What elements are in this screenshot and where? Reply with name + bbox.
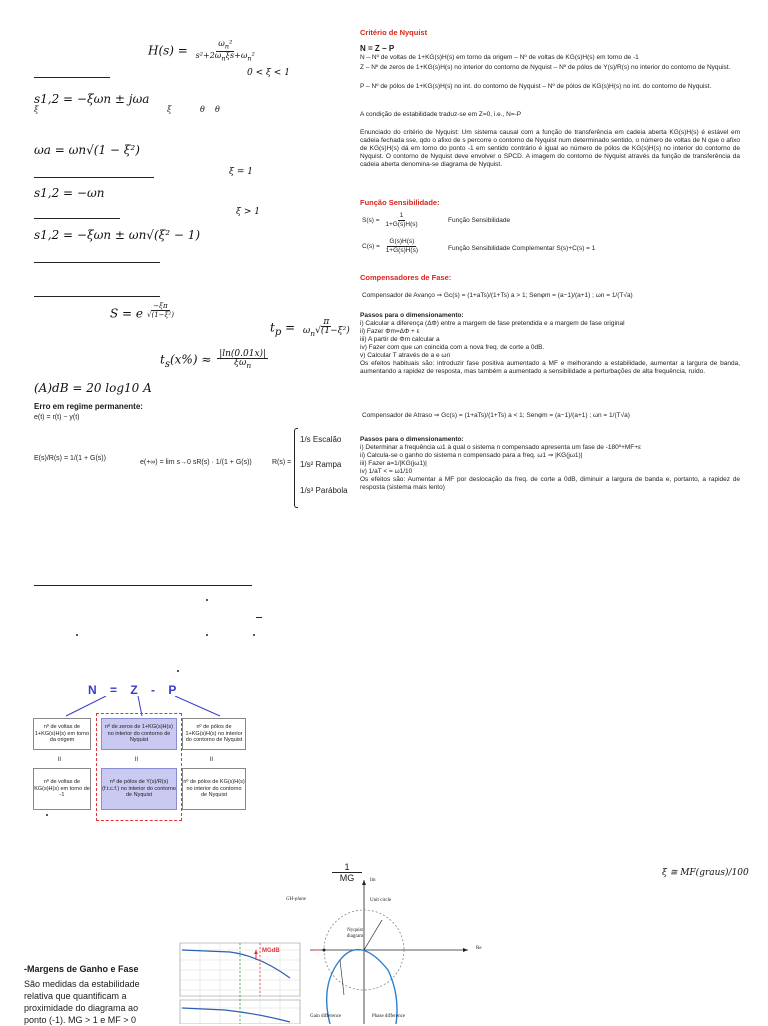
unit-circle-label: Unit circle: [370, 898, 392, 903]
lead-step: iii) A partir de Φm calcular a: [360, 336, 440, 343]
complementary-eq: C(s) = $\frac{G(s)H(s)}{1+G(s)H(s)}$: [362, 238, 419, 254]
blank-rule: [34, 585, 252, 586]
lead-steps-title: Passos para o dimensionamento:: [360, 312, 464, 319]
lead-step: i) Calcular a diferença (ΔΦ) entre a margem de fase pretendida e a margem de fase original: [360, 320, 625, 327]
gh-plane-label: GH-plane: [286, 897, 306, 902]
margins-text: São medidas da estabilidade relativa que quantificam a proximidade do diagrama ao ponto (-1). MG > 1 e MF > 0: [24, 979, 140, 1025]
xi-label-a: ξ: [34, 105, 39, 114]
p-definition: P – Nº de pólos de 1+KG(s)H(s) no int. do contorno de Nyquist – Nº de pólos de KG(s)H(s) no int. do contorno de Nyquist.: [360, 83, 712, 90]
brace: [294, 428, 298, 508]
damped-frequency: ωa = ωn√(1 − ξ²): [34, 143, 140, 157]
margins-title: -Margens de Ganho e Fase: [24, 964, 139, 974]
transfer-function-H: H(s) = $\frac{\omega_n^2}{s^2+2\omega_n\xi s+\omega_n^2}$: [148, 39, 255, 63]
blank-rule: [34, 262, 160, 263]
lag-step: iii) Fazer a=1/|KG(jω1)|: [360, 460, 427, 467]
n-equivalence: ll: [58, 756, 61, 763]
p-bottom-box: nº de pólos de KG(s)H(s) no interior do contorno de Nyquist: [182, 768, 246, 810]
final-error: e(+∞) = lim s→0 sR(s) · 1/(1 + G(s)): [140, 459, 252, 466]
dot: [253, 634, 255, 636]
input-label: R(s) =: [272, 459, 292, 466]
bode-plot: [170, 938, 310, 1024]
gain-difference-label: Gain difference: [310, 1014, 342, 1019]
blank-rule: [34, 177, 154, 178]
lead-effects: Os efeitos habituais são: introduzir fase positiva aumentado a MF e melhorando a estabilidade, aumentar a largura de banda, aumentando a rapidez de resposta, mas também a aumentado a sensibilidade a perturbações de alta frequência, ruído.: [360, 360, 740, 375]
overshoot-formula: S = e $^{\frac{-\xi\pi}{\text{√(1−ξ²)}}}$: [110, 302, 174, 321]
xi-label-b: ξ: [167, 105, 172, 114]
z-equivalence: ll: [135, 756, 138, 763]
nyquist-equation: N = Z − P: [360, 44, 395, 53]
theta-label-b: θ: [215, 105, 220, 114]
parabola-input: 1/s³ Parábola: [300, 486, 348, 495]
gain-margin-label: MGdB: [262, 948, 280, 954]
dot: [76, 634, 78, 636]
nyquist-statement: Enunciado do critério de Nyquist: Um sistema causal com a função de transferência em cadeia aberta KG(s)H(s) é estável em cadeia fechada sse, qdo o afixo de s percorre o contorno de Nyquist num determinado sentido, o número de voltas de N que o afixo de KG(s)H(s) dá em torno do ponto -1 em sentido contrário é igual ao número de pólos de KG(s)H(s) no interior do contorno de Nyquist. O contorno de Nyquist deve envolver o SPCD. A imagem do contorno de Nyquist através da função de transferência da cadeia aberta denomina-se diagrama de Nyquist.: [360, 129, 740, 168]
sensitivity-title: Função Sensibilidade:: [360, 198, 440, 207]
nyquist-title: Critério de Nyquist: [360, 28, 428, 37]
settling-time-formula: $t_s(x\%)$ ≈ $\frac{|\ln(0.01x)|}{\xi\omega_n}$: [160, 349, 267, 370]
dot: [206, 599, 208, 601]
steady-state-error-title: Erro em regime permanente:: [34, 402, 143, 411]
critical-damping: ξ = 1: [229, 167, 253, 177]
ramp-input: 1/s² Rampa: [300, 460, 342, 469]
n-bottom-box: nº de voltas de KG(s)H(s) em torno de -1: [33, 768, 91, 810]
z-definition: Z – Nº de zeros de 1+KG(s)H(s) no interior do contorno de Nyquist – Nº de pólos de Y(s)/R(s) no interior do contorno de Nyquist.: [360, 64, 731, 71]
fraction-denominator: MG: [332, 872, 362, 883]
theta-label-a: θ: [200, 105, 205, 114]
complementary-label: Função Sensibilidade Complementar S(s)+C(s) = 1: [448, 245, 596, 252]
peak-time-formula: $t_p$ = $\frac{\pi}{\omega_n√(1-\xi^2)}$: [270, 317, 350, 338]
imaginary-axis-label: Im: [370, 878, 376, 883]
z-top-box: nº de zeros de 1+KG(s)H(s) no interior do contorno de Nyquist: [101, 718, 177, 750]
lag-compensator: Compensador de Atraso ⇒ Gc(s) = (1+aTs)/(1+Ts) a < 1; Senφm = (a−1)/(a+1) ; ωn = 1/(T√a): [362, 412, 630, 419]
step-input: 1/s Escalão: [300, 435, 342, 444]
error-definition: e(t) = r(t) − y(t): [34, 414, 80, 421]
blank-rule: [34, 77, 110, 78]
fraction-numerator: 1: [344, 862, 350, 872]
error-ratio: E(s)/R(s) = 1/(1 + G(s)): [34, 455, 106, 462]
lead-steps: [360, 320, 740, 376]
compensators-title: Compensadores de Fase:: [360, 273, 452, 282]
dot: [46, 814, 48, 816]
blank-rule: [34, 218, 120, 219]
lead-step: v) Calcular T através de a e ωn: [360, 352, 451, 359]
lag-step: i) Determinar a frequência ω1 à qual o sistema n compensado apresenta um fase de -180º+MF+ε: [360, 444, 641, 451]
blank-rule: [256, 617, 262, 618]
overdamped-range: ξ > 1: [236, 207, 260, 217]
nyquist-diagram-label: Nyquist diagram: [346, 928, 364, 939]
lag-step: ii) Calcula-se o ganho do sistema n compensado para a freq. ω1 ⇒ |KG(jω1)|: [360, 452, 583, 459]
damping-range: 0 < ξ < 1: [247, 68, 290, 78]
underdamped-poles: s1,2 = −ξωn ± jωa: [34, 92, 150, 106]
real-axis-label: Re: [476, 946, 482, 951]
damping-from-phase-margin: ξ ≅ MF(graus)/100: [662, 868, 749, 878]
nzp-diagram-title: N = Z - P: [88, 683, 182, 697]
lead-step: iv) Fazer com que ωn coincida com a nova freq. de corte a 0dB.: [360, 344, 545, 351]
stability-condition: A condição de estabilidade traduz-se em Z=0, i.e., N=-P: [360, 111, 522, 118]
dot: [177, 670, 179, 672]
p-equivalence: ll: [210, 756, 213, 763]
p-top-box: nº de pólos de 1+KG(s)H(s) no interior do contorno de Nyquist: [182, 718, 246, 750]
lead-step: ii) Fazer Φm=ΔΦ + ε: [360, 328, 420, 335]
dot: [206, 634, 208, 636]
n-definition: N – Nº de voltas de 1+KG(s)H(s) em torno da origem – Nº de voltas de KG(s)H(s) em torno de -1: [360, 54, 639, 61]
critical-poles: s1,2 = −ωn: [34, 186, 105, 200]
overdamped-poles: s1,2 = −ξωn ± ωn√(ξ² − 1): [34, 228, 201, 242]
decibel-formula: (A)dB = 20 log10 A: [34, 381, 152, 395]
lag-steps: [360, 444, 740, 492]
n-top-box: nº de voltas de 1+KG(s)H(s) em torno da origem: [33, 718, 91, 750]
lag-steps-title: Passos para o dimensionamento:: [360, 436, 464, 443]
sensitivity-eq: S(s) = $\frac{1}{1+G(s)H(s)}$: [362, 212, 418, 228]
blank-rule: [34, 296, 160, 297]
phase-difference-label: Phase difference: [372, 1014, 406, 1019]
lead-compensator: Compensador de Avanço ⇒ Gc(s) = (1+aTs)/(1+Ts) a > 1; Senφm = (a−1)/(a+1) ; ωn = 1/(T√a): [362, 292, 633, 299]
lag-effects: Os efeitos são: Aumentar a MF por deslocação da freq. de corte a 0dB, diminuir a largura de banda e, portanto, a rapidez de resposta (sistema mais lento): [360, 476, 740, 491]
z-bottom-box: nº de pólos de Y(s)/R(s) (f.t.c.f.) no interior do contorno de Nyquist: [101, 768, 177, 810]
lag-step: iv) 1/aT < = ω1/10: [360, 468, 413, 475]
sensitivity-label: Função Sensibilidade: [448, 217, 511, 224]
